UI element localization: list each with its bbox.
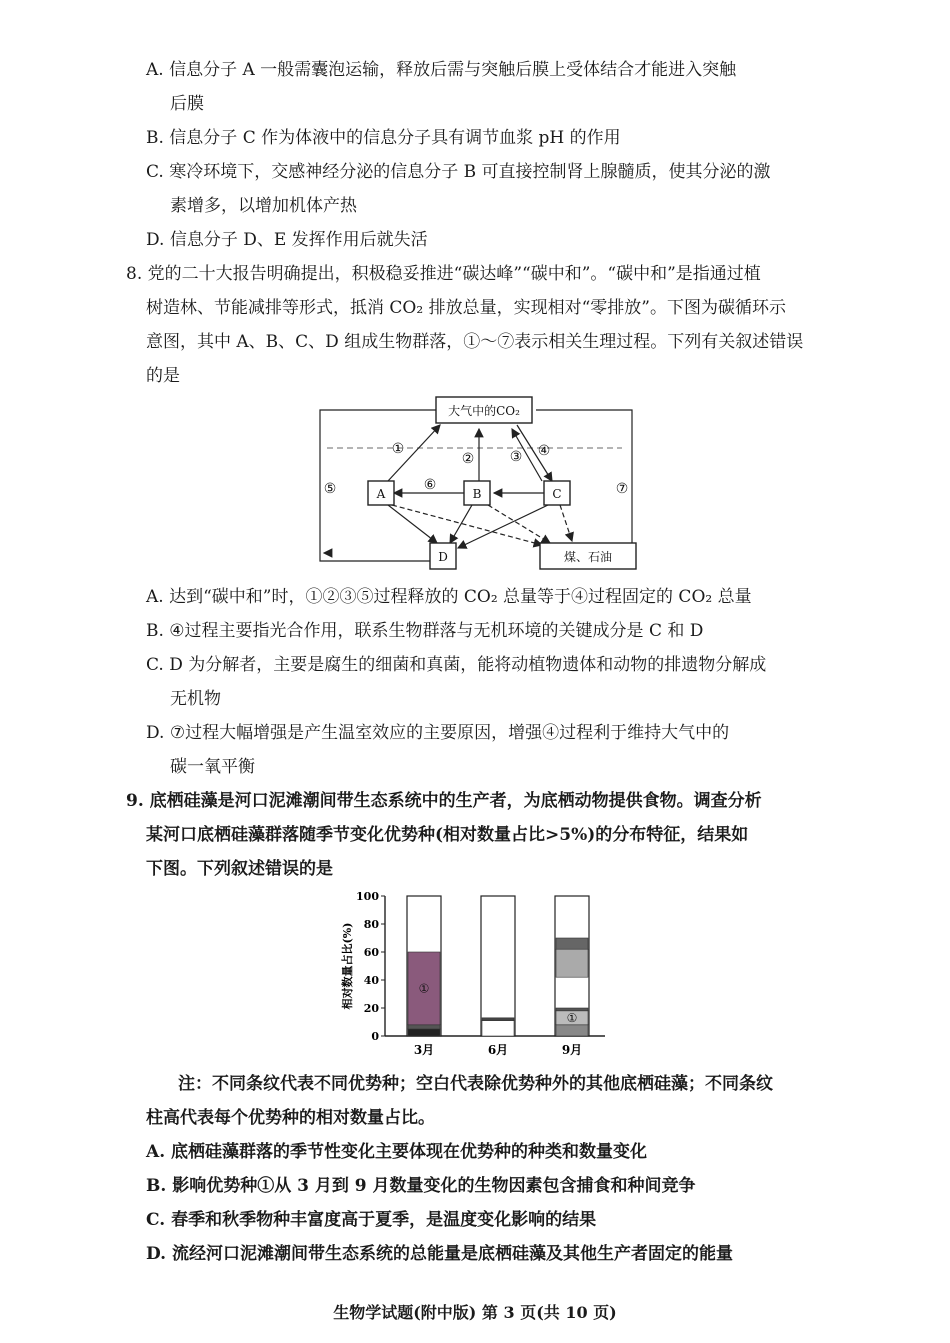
q8-option-b: B. ④过程主要指光合作用，联系生物群落与无机环境的关键成分是 C 和 D [146,621,704,641]
x-tick-label: 3月 [413,1043,435,1057]
label-process-4: ④ [537,443,551,459]
q7-option-d: D. 信息分子 D、E 发挥作用后就失活 [146,230,428,250]
bar-segment-9月-0 [556,1025,588,1036]
q8-stem-line2: 树造林、节能减排等形式，抵消 CO₂ 排放总量，实现相对“零排放”。下图为碳循环示 [146,298,786,318]
y-tick-label: 60 [363,946,379,959]
b-to-fossil-arrow [488,505,550,543]
diatom-bar-chart [335,886,615,1066]
y-tick-label: 20 [363,1002,379,1015]
q8-option-a: A. 达到“碳中和”时，①②③⑤过程释放的 CO₂ 总量等于④过程固定的 CO₂ 总量 [146,587,752,607]
q9-stem-line2: 某河口底栖硅藻群落随季节变化优势种(相对数量占比>5%)的分布特征，结果如 [146,825,749,845]
q7-option-c-line1: C. 寒冷环境下，交感神经分泌的信息分子 B 可直接控制肾上腺髓质，使其分泌的激 [146,162,771,182]
q7-option-a-line2: 后膜 [170,94,204,114]
q8-stem-line1: 8. 党的二十大报告明确提出，积极稳妥推进“碳达峰”“碳中和”。“碳中和”是指通过植 [126,264,761,284]
carbon-cycle-diagram [312,393,642,578]
q8-option-d-line1: D. ⑦过程大幅增强是产生温室效应的主要原因，增强④过程利于维持大气中的 [146,723,730,743]
page-footer: 生物学试题(附中版) 第 3 页(共 10 页) [333,1303,617,1322]
b-to-d-arrow [450,505,472,543]
label-process-7: ⑦ [615,481,629,497]
label-process-1: ① [391,441,405,457]
y-tick-label: 40 [363,974,379,987]
label-c: C [552,487,562,501]
label-process-5: ⑤ [323,481,337,497]
x-tick-label: 6月 [487,1043,509,1057]
q7-option-b: B. 信息分子 C 作为体液中的信息分子具有调节血浆 pH 的作用 [146,128,621,148]
q9-option-d: D. 流经河口泥滩潮间带生态系统的总能量是底栖硅藻及其他生产者固定的能量 [146,1244,733,1264]
q8-stem-line4: 的是 [146,366,180,386]
q9-option-c: C. 春季和秋季物种丰富度高于夏季，是温度变化影响的结果 [146,1210,597,1230]
q8-option-c-line1: C. D 为分解者，主要是腐生的细菌和真菌，能将动植物遗体和动物的排遗物分解成 [146,655,767,675]
label-process-2: ② [461,451,475,467]
x-tick-label: 9月 [561,1043,583,1057]
q8-option-d-line2: 碳一氧平衡 [170,757,255,777]
bar-segment-9月-4 [556,938,588,949]
segment-label: ① [418,981,430,996]
q7-option-a-line1: A. 信息分子 A 一般需囊泡运输，释放后需与突触后膜上受体结合才能进入突触 [146,60,737,80]
y-axis-label: 相对数量占比(%) [341,922,354,1010]
q8-option-c-line2: 无机物 [170,689,221,709]
q9-note-line2: 柱高代表每个优势种的相对数量占比。 [146,1108,435,1128]
q9-note-line1: 注：不同条纹代表不同优势种；空白代表除优势种外的其他底栖硅藻；不同条纹 [178,1074,773,1094]
a-to-d-arrow [388,505,437,543]
label-process-6: ⑥ [423,477,437,493]
y-tick-label: 100 [356,890,379,903]
bar-segment-6月-0 [482,1021,514,1036]
label-fossil: 煤、石油 [563,550,613,564]
bar-segment-6月-1 [482,1018,514,1021]
y-tick-label: 0 [371,1030,379,1043]
q9-option-a: A. 底栖硅藻群落的季节性变化主要体现在优势种的种类和数量变化 [146,1142,648,1162]
y-tick-label: 80 [363,918,379,931]
q7-option-c-line2: 素增多，以增加机体产热 [170,196,357,216]
label-a: A [376,487,386,501]
q9-option-b: B. 影响优势种①从 3 月到 9 月数量变化的生物因素包含捕食和种间竞争 [146,1176,696,1196]
q9-stem-line1: 9. 底栖硅藻是河口泥滩潮间带生态系统中的生产者，为底栖动物提供食物。调查分析 [126,791,762,811]
q8-stem-line3: 意图，其中 A、B、C、D 组成生物群落，①～⑦表示相关生理过程。下列有关叙述错误 [146,332,804,352]
bar-segment-9月-3 [556,949,588,977]
atmosphere-label: 大气中的CO₂ [448,404,520,418]
bar-outline-6月 [481,896,515,1036]
bar-segment-3月-0 [408,1029,440,1036]
label-process-3: ③ [509,449,523,465]
label-b: B [472,487,482,501]
bar-segment-3月-1 [408,1025,440,1029]
label-d: D [438,550,448,564]
segment-label: ① [566,1010,578,1025]
q9-stem-line3: 下图。下列叙述错误的是 [146,859,333,879]
c-to-fossil-arrow [560,505,572,541]
